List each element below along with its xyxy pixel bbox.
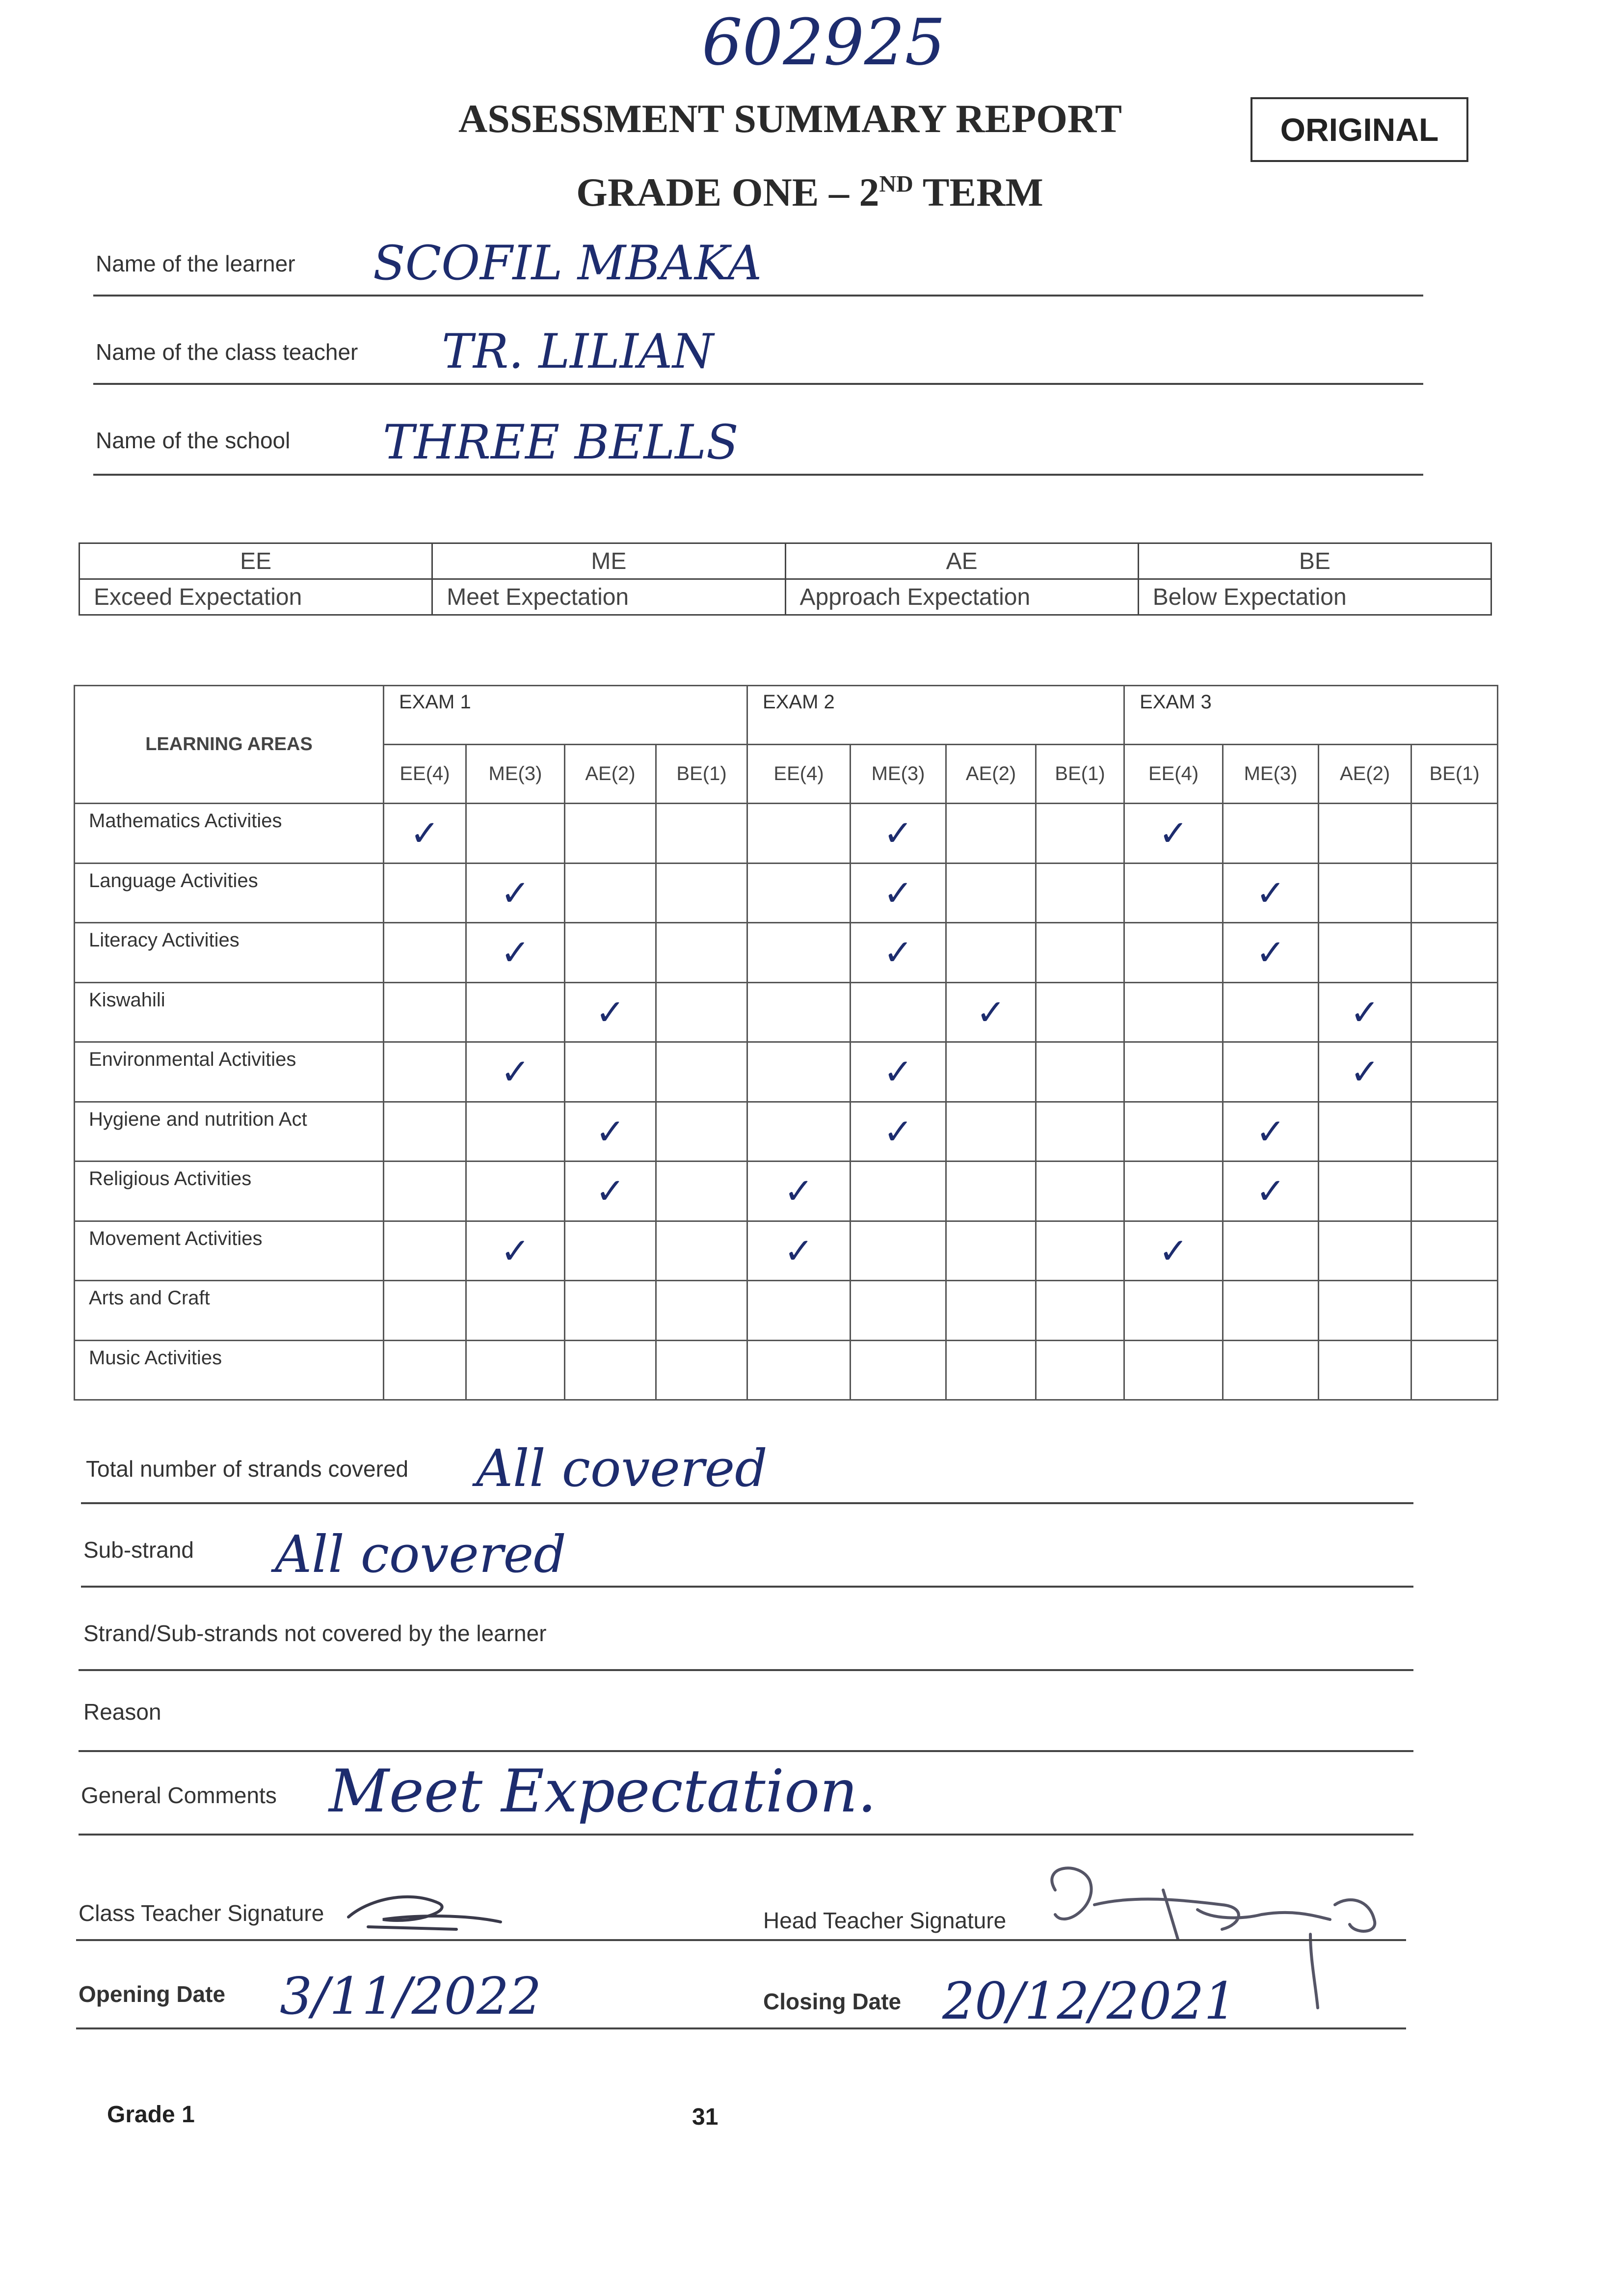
grade-cell (1036, 1340, 1124, 1400)
grade-cell (466, 1042, 565, 1102)
grade-cell (1319, 1162, 1411, 1221)
grade-cell (1223, 1162, 1319, 1221)
school-name-line (93, 474, 1423, 476)
level-header-exam3-4: BE(1) (1411, 745, 1498, 804)
grade-cell (466, 1102, 565, 1162)
expectation-key-table (79, 542, 1492, 616)
substrand-value: All covered (275, 1524, 566, 1584)
grade-cell (466, 1340, 565, 1400)
grade-cell (1036, 1042, 1124, 1102)
grade-cell (656, 923, 747, 983)
check-mark-icon: ✓ (410, 812, 440, 854)
grade-cell (1124, 863, 1223, 923)
table-row (75, 982, 1498, 1042)
grade-cell (1411, 923, 1498, 983)
grade-cell (851, 923, 946, 983)
grade-cell (384, 1340, 466, 1400)
grade-cell (565, 1102, 656, 1162)
check-mark-icon: ✓ (595, 1110, 625, 1152)
grade-cell (384, 982, 466, 1042)
class-teacher-signature (339, 1880, 515, 1944)
closing-date-label: Closing Date (763, 1989, 902, 2014)
grade-cell (747, 1221, 851, 1281)
check-mark-icon: ✓ (883, 1051, 913, 1093)
reason-line (79, 1750, 1413, 1752)
grade-cell (1319, 1102, 1411, 1162)
grade-cell (565, 1221, 656, 1281)
grade-cell (656, 1221, 747, 1281)
check-mark-icon: ✓ (784, 1170, 814, 1212)
grade-cell (946, 1042, 1036, 1102)
grade-cell (1411, 804, 1498, 864)
grade-footer: Grade 1 (107, 2102, 195, 2128)
key-code-ae: AE (785, 543, 1138, 579)
level-header-exam3-3: AE(2) (1319, 745, 1411, 804)
grade-cell (1036, 982, 1124, 1042)
grade-cell (851, 1042, 946, 1102)
check-mark-icon: ✓ (883, 1110, 913, 1152)
check-mark-icon: ✓ (500, 932, 531, 973)
check-mark-icon: ✓ (1158, 1230, 1189, 1271)
grade-cell (1124, 1042, 1223, 1102)
key-code-be: BE (1138, 543, 1491, 579)
handwritten-reference-number: 602925 (702, 5, 946, 80)
learner-name-label: Name of the learner (96, 251, 295, 276)
grade-cell (656, 804, 747, 864)
grade-cell (466, 1221, 565, 1281)
opening-date-value: 3/11/2022 (280, 1966, 542, 2026)
grade-cell (1124, 804, 1223, 864)
grade-cell (1124, 1162, 1223, 1221)
key-desc-ee: Exceed Expectation (80, 579, 432, 615)
check-mark-icon: ✓ (883, 872, 913, 914)
grade-cell (565, 1281, 656, 1341)
check-mark-icon: ✓ (500, 872, 531, 914)
grade-cell (1411, 1042, 1498, 1102)
grade-cell (747, 863, 851, 923)
substrand-label: Sub-strand (83, 1537, 194, 1563)
grade-cell (1411, 982, 1498, 1042)
grade-cell (946, 1340, 1036, 1400)
subtitle-pre: GRADE ONE – 2 (576, 170, 879, 215)
grade-cell (466, 1281, 565, 1341)
learner-name-value: SCOFIL MBAKA (373, 236, 762, 291)
grade-cell (656, 1281, 747, 1341)
general-comments-label: General Comments (81, 1783, 277, 1808)
key-code-me: ME (432, 543, 785, 579)
exam-2-header: EXAM 2 (747, 686, 1124, 745)
check-mark-icon: ✓ (1255, 932, 1286, 973)
level-header-exam2-4: BE(1) (1036, 745, 1124, 804)
grade-cell (384, 863, 466, 923)
grade-cell (1411, 1102, 1498, 1162)
learning-area-label: Literacy Activities (75, 923, 384, 983)
general-comments-line (79, 1834, 1413, 1836)
check-mark-icon: ✓ (784, 1230, 814, 1271)
grade-cell (466, 982, 565, 1042)
opening-date-label: Opening Date (79, 1981, 226, 2007)
grade-cell (565, 1042, 656, 1102)
grade-cell (747, 1340, 851, 1400)
grade-cell (946, 982, 1036, 1042)
class-teacher-signature-label: Class Teacher Signature (79, 1900, 324, 1926)
check-mark-icon: ✓ (595, 991, 625, 1033)
date-line (76, 2027, 1406, 2029)
learning-area-label: Hygiene and nutrition Act (75, 1102, 384, 1162)
grade-cell (946, 1102, 1036, 1162)
level-header-exam2-1: EE(4) (747, 745, 851, 804)
grade-cell (1124, 1340, 1223, 1400)
check-mark-icon: ✓ (1350, 1051, 1380, 1093)
signature-line (76, 1939, 1406, 1941)
not-covered-line (79, 1669, 1413, 1671)
grade-cell (851, 804, 946, 864)
grade-cell (565, 923, 656, 983)
grade-cell (384, 1162, 466, 1221)
assessment-table (74, 685, 1498, 1401)
grade-cell (565, 804, 656, 864)
grade-cell (656, 982, 747, 1042)
key-desc-me: Meet Expectation (432, 579, 785, 615)
grade-cell (384, 1102, 466, 1162)
subtitle-sup: ND (879, 171, 913, 197)
grade-cell (565, 1340, 656, 1400)
grade-cell (851, 1162, 946, 1221)
teacher-name-label: Name of the class teacher (96, 339, 358, 365)
school-name-label: Name of the school (96, 428, 291, 453)
grade-cell (1223, 982, 1319, 1042)
level-header-exam1-3: AE(2) (565, 745, 656, 804)
closing-date-value: 20/12/2021 (942, 1971, 1237, 2031)
grade-cell (1319, 1340, 1411, 1400)
subtitle-post: TERM (913, 170, 1043, 215)
level-header-exam1-2: ME(3) (466, 745, 565, 804)
learning-area-label: Movement Activities (75, 1221, 384, 1281)
grade-cell (656, 1340, 747, 1400)
grade-cell (1319, 1221, 1411, 1281)
table-row (75, 1162, 1498, 1221)
grade-cell (1411, 863, 1498, 923)
key-code-ee: EE (80, 543, 432, 579)
grade-cell (1036, 863, 1124, 923)
grade-cell (1036, 1281, 1124, 1341)
check-mark-icon: ✓ (1158, 812, 1189, 854)
grade-cell (565, 863, 656, 923)
grade-cell (851, 1102, 946, 1162)
learning-areas-header: LEARNING AREAS (75, 686, 384, 804)
grade-cell (384, 804, 466, 864)
level-header-exam2-2: ME(3) (851, 745, 946, 804)
learning-area-label: Kiswahili (75, 982, 384, 1042)
grade-cell (1124, 923, 1223, 983)
teacher-name-value: TR. LILIAN (442, 324, 714, 379)
grade-cell (1036, 923, 1124, 983)
grade-cell (466, 863, 565, 923)
head-teacher-signature-label: Head Teacher Signature (763, 1908, 1007, 1933)
grade-cell (946, 804, 1036, 864)
learning-area-label: Arts and Craft (75, 1281, 384, 1341)
grade-cell (1036, 1162, 1124, 1221)
level-header-exam3-2: ME(3) (1223, 745, 1319, 804)
learning-area-label: Environmental Activities (75, 1042, 384, 1102)
grade-cell (1124, 1102, 1223, 1162)
grade-cell (1411, 1281, 1498, 1341)
grade-cell (747, 1042, 851, 1102)
check-mark-icon: ✓ (1255, 1170, 1286, 1212)
grade-cell (1036, 804, 1124, 864)
grade-cell (946, 1281, 1036, 1341)
grade-cell (384, 923, 466, 983)
key-desc-be: Below Expectation (1138, 579, 1491, 615)
reason-label: Reason (83, 1699, 161, 1725)
grade-cell (1319, 1281, 1411, 1341)
check-mark-icon: ✓ (1255, 1110, 1286, 1152)
exam-1-header: EXAM 1 (384, 686, 747, 745)
check-mark-icon: ✓ (883, 812, 913, 854)
check-mark-icon: ✓ (1350, 991, 1380, 1033)
grade-cell (1124, 1221, 1223, 1281)
not-covered-label: Strand/Sub-strands not covered by the learner (83, 1621, 547, 1646)
grade-cell (656, 1042, 747, 1102)
report-subtitle (491, 169, 1129, 216)
grade-cell (466, 1162, 565, 1221)
grade-cell (946, 923, 1036, 983)
table-row (75, 1221, 1498, 1281)
page-number: 31 (692, 2104, 718, 2130)
grade-cell (1124, 1281, 1223, 1341)
grade-cell (747, 982, 851, 1042)
learner-name-line (93, 295, 1423, 297)
grade-cell (946, 863, 1036, 923)
key-desc-ae: Approach Expectation (785, 579, 1138, 615)
grade-cell (1036, 1102, 1124, 1162)
grade-cell (851, 982, 946, 1042)
check-mark-icon: ✓ (500, 1051, 531, 1093)
general-comments-value: Meet Expectation. (329, 1757, 877, 1826)
grade-cell (656, 863, 747, 923)
grade-cell (851, 1281, 946, 1341)
grade-cell (466, 804, 565, 864)
grade-cell (384, 1042, 466, 1102)
check-mark-icon: ✓ (1255, 872, 1286, 914)
grade-cell (851, 1221, 946, 1281)
learning-area-label: Religious Activities (75, 1162, 384, 1221)
grade-cell (946, 1221, 1036, 1281)
grade-cell (466, 923, 565, 983)
grade-cell (384, 1221, 466, 1281)
strands-covered-label: Total number of strands covered (86, 1456, 409, 1482)
grade-cell (565, 1162, 656, 1221)
grade-cell (1411, 1221, 1498, 1281)
grade-cell (1319, 923, 1411, 983)
check-mark-icon: ✓ (976, 991, 1006, 1033)
grade-cell (851, 1340, 946, 1400)
grade-cell (1319, 804, 1411, 864)
check-mark-icon: ✓ (883, 932, 913, 973)
level-header-exam1-1: EE(4) (384, 745, 466, 804)
grade-cell (1223, 1102, 1319, 1162)
substrand-line (81, 1586, 1413, 1588)
grade-cell (1223, 863, 1319, 923)
table-row (75, 1281, 1498, 1341)
table-row (75, 1042, 1498, 1102)
strands-covered-value: All covered (476, 1438, 768, 1498)
grade-cell (747, 1162, 851, 1221)
grade-cell (747, 804, 851, 864)
original-badge: ORIGINAL (1251, 97, 1468, 162)
grade-cell (1223, 804, 1319, 864)
level-header-exam1-4: BE(1) (656, 745, 747, 804)
grade-cell (1223, 1340, 1319, 1400)
grade-cell (1223, 1042, 1319, 1102)
level-header-exam2-3: AE(2) (946, 745, 1036, 804)
grade-cell (1411, 1162, 1498, 1221)
check-mark-icon: ✓ (500, 1230, 531, 1271)
check-mark-icon: ✓ (595, 1170, 625, 1212)
table-row (75, 1340, 1498, 1400)
grade-cell (1319, 1042, 1411, 1102)
table-row (75, 804, 1498, 864)
table-row (75, 1102, 1498, 1162)
level-header-exam3-1: EE(4) (1124, 745, 1223, 804)
grade-cell (1411, 1340, 1498, 1400)
exam-3-header: EXAM 3 (1124, 686, 1498, 745)
grade-cell (747, 923, 851, 983)
grade-cell (1036, 1221, 1124, 1281)
grade-cell (656, 1102, 747, 1162)
learning-area-label: Language Activities (75, 863, 384, 923)
grade-cell (565, 982, 656, 1042)
grade-cell (946, 1162, 1036, 1221)
grade-cell (1124, 982, 1223, 1042)
table-row (75, 863, 1498, 923)
grade-cell (384, 1281, 466, 1341)
grade-cell (1223, 1221, 1319, 1281)
teacher-name-line (93, 383, 1423, 385)
grade-cell (1223, 923, 1319, 983)
grade-cell (851, 863, 946, 923)
grade-cell (1319, 863, 1411, 923)
grade-cell (1223, 1281, 1319, 1341)
grade-cell (747, 1281, 851, 1341)
strands-covered-line (81, 1502, 1413, 1504)
learning-area-label: Mathematics Activities (75, 804, 384, 864)
grade-cell (1319, 982, 1411, 1042)
learning-area-label: Music Activities (75, 1340, 384, 1400)
school-name-value: THREE BELLS (383, 415, 739, 470)
report-title: ASSESSMENT SUMMARY REPORT (458, 96, 1122, 141)
grade-cell (747, 1102, 851, 1162)
grade-cell (656, 1162, 747, 1221)
table-row (75, 923, 1498, 983)
